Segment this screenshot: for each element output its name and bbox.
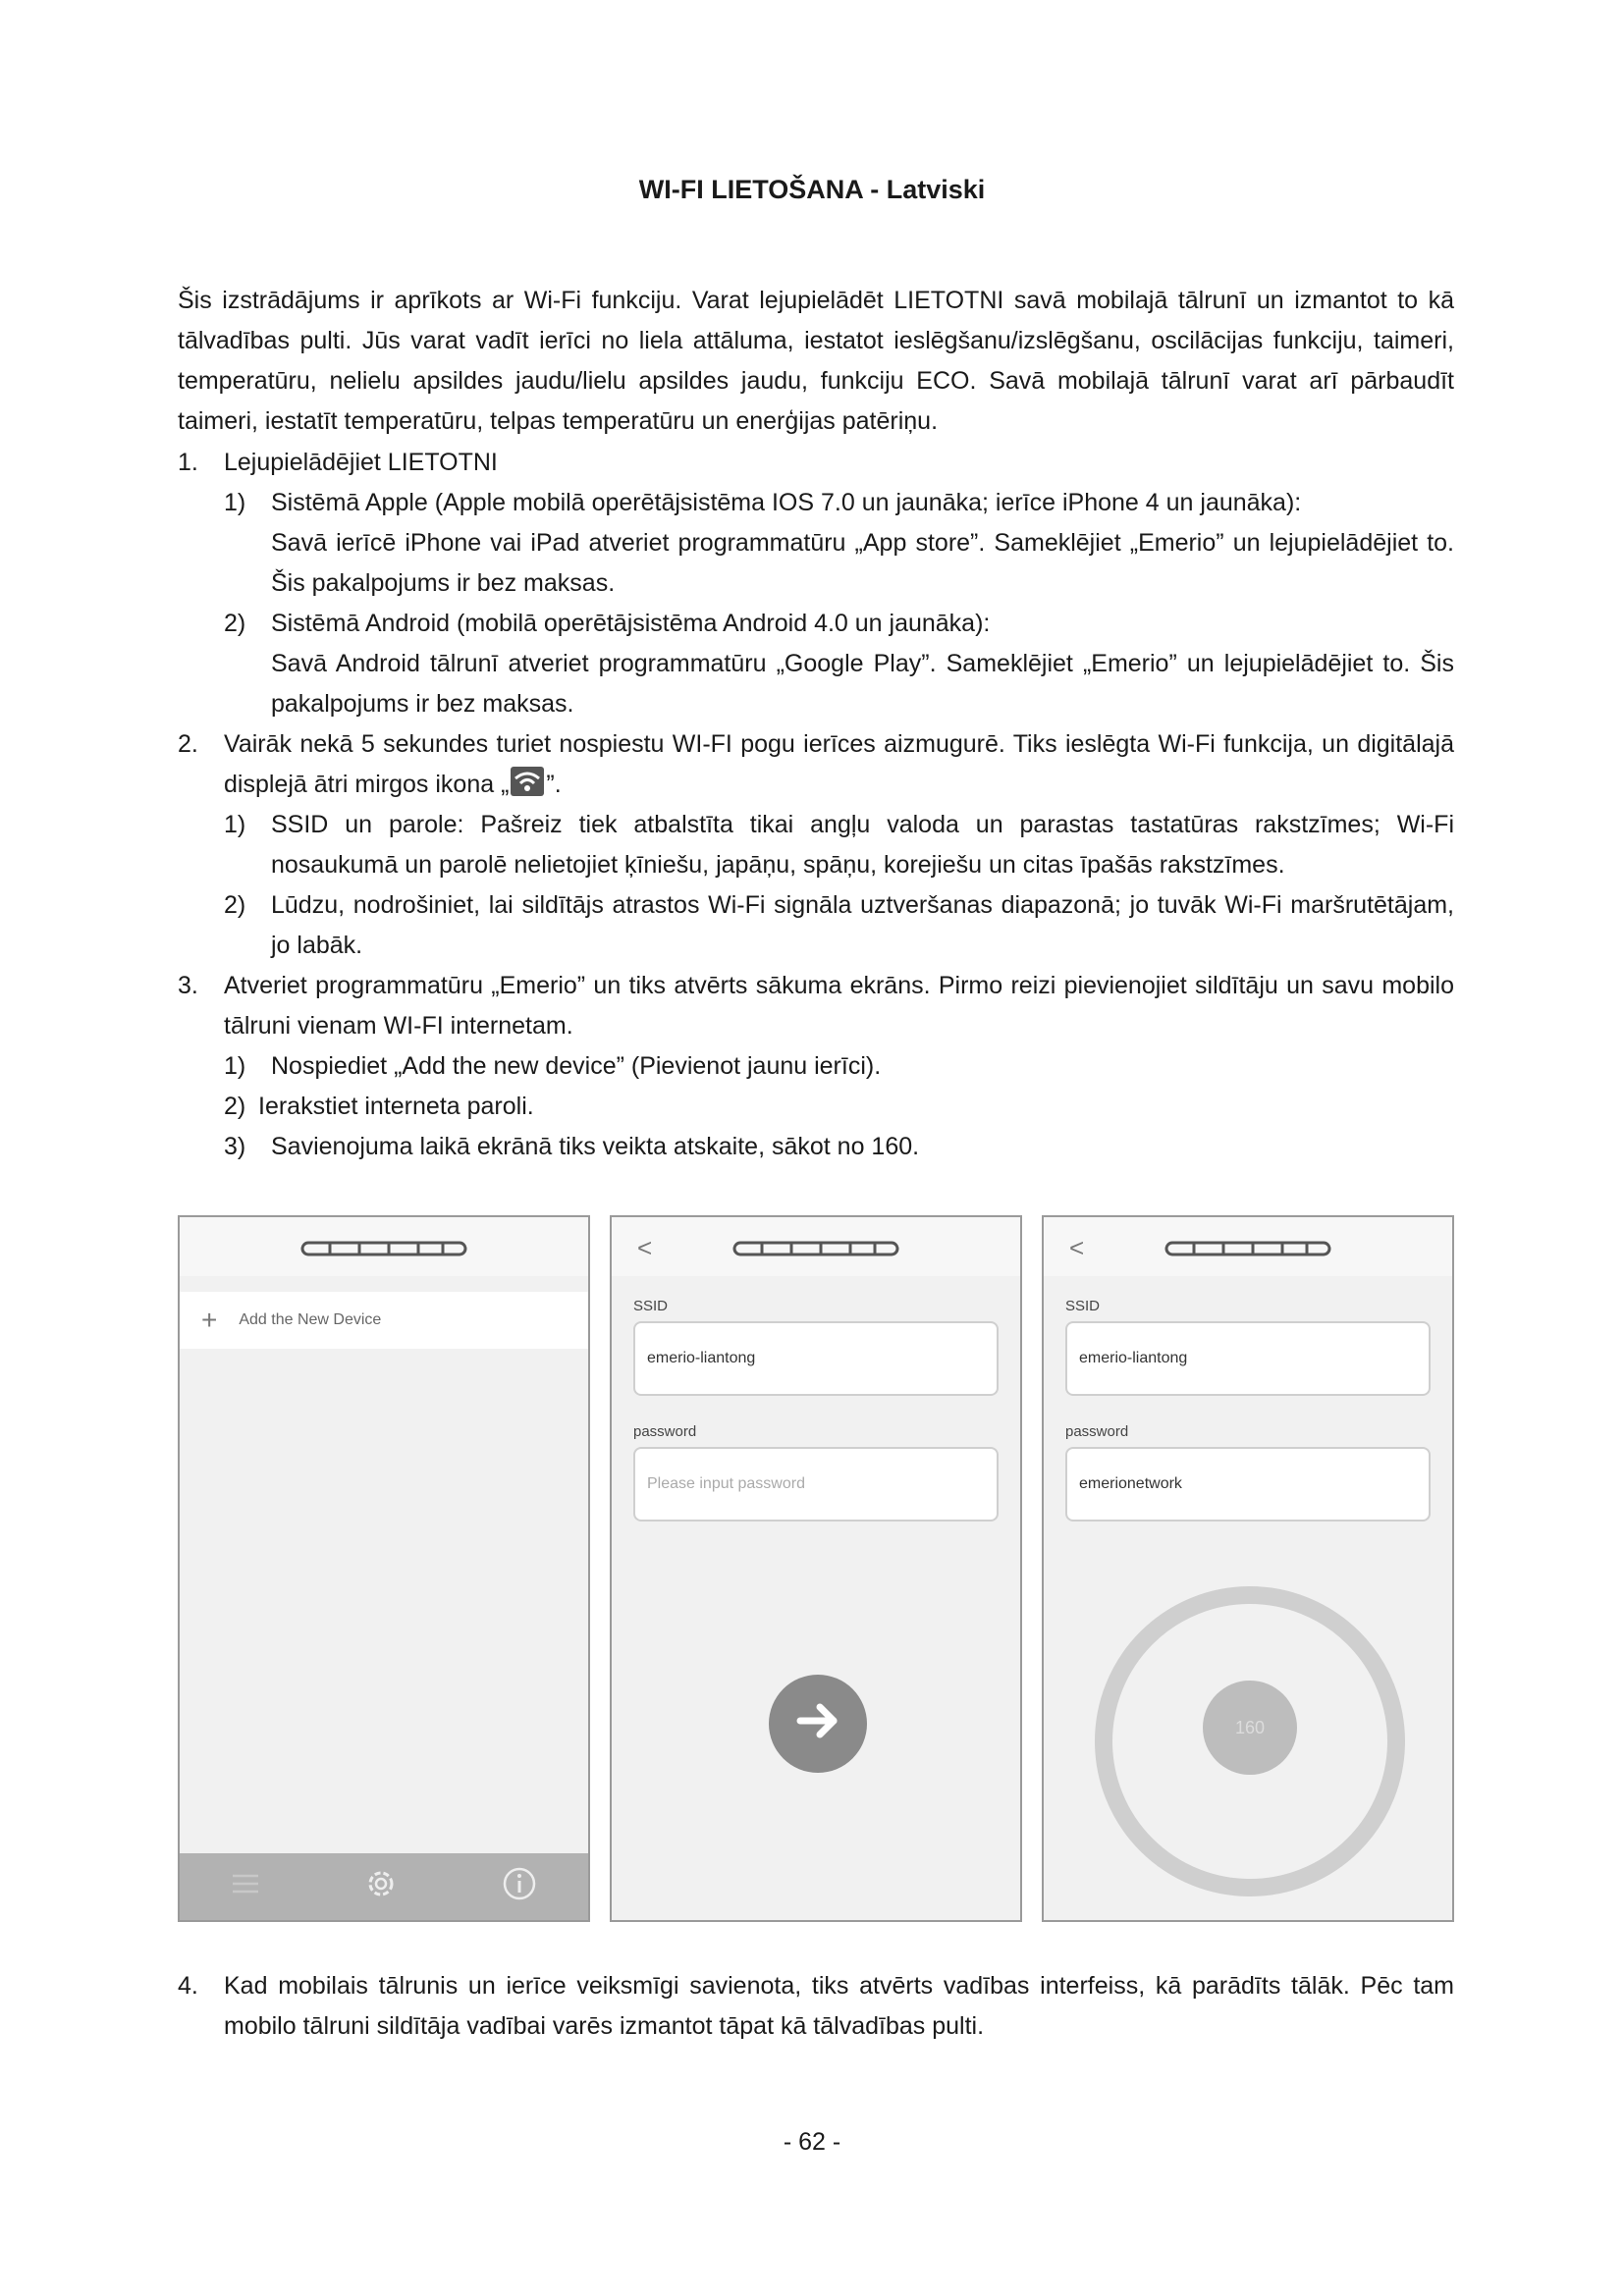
ssid-input[interactable]: emerio-liantong: [1065, 1321, 1431, 1396]
gear-icon[interactable]: [363, 1866, 399, 1908]
substep-number: 1): [224, 811, 246, 838]
step-text: Atveriet programmatūru „Emerio” un tiks atvērts sākuma ekrāns. Pirmo reizi pievienojiet sildītāju un savu mobilo tālruni vienam WI-FI internetam.: [224, 972, 1454, 1040]
ssid-label: SSID: [1065, 1298, 1101, 1314]
password-input[interactable]: Please input password: [633, 1447, 999, 1522]
substep-number: 3): [224, 1133, 246, 1160]
step-text-after-icon: ”.: [546, 771, 562, 798]
substep-text: Lūdzu, nodrošiniet, lai sildītājs atrastos Wi-Fi signāla uztveršanas diapazonā; jo tuvāk Wi-Fi maršrutētājam, jo labāk.: [271, 891, 1454, 959]
step-number: 3.: [178, 972, 198, 999]
phone-screen-home: [178, 1215, 590, 1922]
substep-number: 2): [224, 610, 246, 637]
substep-continuation: Savā Android tālrunī atveriet programmatūru „Google Play”. Sameklējiet „Emerio” un lejupielādējiet to. Šis pakalpojums ir bez maksas.: [271, 650, 1454, 718]
step-1: [178, 443, 1454, 724]
password-label: password: [1065, 1423, 1129, 1440]
step-4: [178, 1966, 1454, 2047]
add-device-label: Add the New Device: [239, 1311, 382, 1328]
substep-number: 1): [224, 1052, 246, 1080]
substep-text: Ierakstiet interneta paroli.: [258, 1093, 534, 1120]
ssid-label: SSID: [633, 1298, 669, 1314]
next-button[interactable]: [769, 1675, 867, 1773]
countdown-button: 160: [1203, 1681, 1297, 1775]
wifi-icon: [511, 767, 544, 796]
substep-number: 1): [224, 489, 246, 516]
substep-text: SSID un parole: Pašreiz tiek atbalstīta tikai angļu valoda un parastas tastatūras rakstzīmes; Wi-Fi nosaukumā un parolē nelietojiet ķīniešu, japāņu, spāņu, korejiešu un citas īpašās rakstzīmes.: [271, 811, 1454, 879]
substep-text: Sistēmā Apple (Apple mobilā operētājsistēma IOS 7.0 un jaunāka; ierīce iPhone 4 un jaunāka):: [271, 489, 1302, 516]
substep-continuation: Savā ierīcē iPhone vai iPad atveriet programmatūru „App store”. Sameklējiet „Emerio” un lejupielādējiet to. Šis pakalpojums ir bez maksas.: [271, 529, 1454, 597]
step-number: 4.: [178, 1972, 198, 2000]
emerio-logo: [180, 1239, 588, 1267]
app-header: [1044, 1217, 1452, 1276]
step-text-before-icon: Vairāk nekā 5 sekundes turiet nospiestu WI-FI pogu ierīces aizmugurē. Tiks ieslēgta Wi-Fi funkcija, un digitālajā displejā ātri mirgos ikona „: [224, 730, 1454, 798]
phone-screen-password-entry: [610, 1215, 1022, 1922]
step-number: 1.: [178, 449, 198, 476]
substep-text: Sistēmā Android (mobilā operētājsistēma Android 4.0 un jaunāka):: [271, 610, 991, 637]
password-label: password: [633, 1423, 697, 1440]
substep-number: 2): [224, 1093, 246, 1120]
app-header: [180, 1217, 588, 1276]
intro-paragraph: Šis izstrādājums ir aprīkots ar Wi-Fi funkciju. Varat lejupielādēt LIETOTNI savā mobilajā tālrunī un izmantot to kā tālvadības pulti. Jūs varat vadīt ierīci no liela attāluma, iestatot ieslēgšanu/izslēgšanu, oscilācijas funkciju, taimeri, temperatūru, nelielu apsildes jaudu/lielu apsildes jaudu, funkciju ECO. Savā mobilajā tālrunī varat arī pārbaudīt taimeri, iestatīt temperatūru, telpas temperatūru un enerģijas patēriņu.: [178, 287, 1454, 435]
bottom-toolbar: [180, 1853, 588, 1920]
password-input[interactable]: emerionetwork: [1065, 1447, 1431, 1522]
page-number: - 62 -: [783, 2128, 841, 2156]
step-2: [178, 724, 1454, 966]
ssid-input[interactable]: emerio-liantong: [633, 1321, 999, 1396]
menu-icon[interactable]: [231, 1871, 260, 1903]
emerio-logo: [612, 1239, 1020, 1267]
substep-text: Savienojuma laikā ekrānā tiks veikta atskaite, sākot no 160.: [271, 1133, 920, 1160]
app-header: [612, 1217, 1020, 1276]
info-icon[interactable]: [502, 1866, 537, 1908]
plus-icon: +: [201, 1305, 218, 1335]
page-title: WI-FI LIETOŠANA - Latviski: [638, 175, 986, 204]
step-text: Lejupielādējiet LIETOTNI: [224, 449, 498, 476]
emerio-logo: [1044, 1239, 1452, 1267]
step-number: 2.: [178, 730, 198, 758]
back-icon[interactable]: <: [637, 1233, 653, 1262]
substep-number: 2): [224, 891, 246, 919]
step-3: [178, 966, 1454, 1167]
app-screenshots: [178, 1215, 1454, 1922]
step-text: Kad mobilais tālrunis un ierīce veiksmīgi savienota, tiks atvērts vadības interfeiss, kā parādīts tālāk. Pēc tam mobilo tālruni sildītāja vadībai varēs izmantot tāpat kā tālvadības pulti.: [224, 1972, 1454, 2040]
substep-text: Nospiediet „Add the new device” (Pievienot jaunu ierīci).: [271, 1052, 882, 1080]
arrow-right-icon: [790, 1693, 845, 1755]
add-device-row[interactable]: [180, 1292, 588, 1349]
back-icon[interactable]: <: [1069, 1233, 1085, 1262]
step-text: [224, 724, 1454, 805]
phone-screen-connecting: [1042, 1215, 1454, 1922]
